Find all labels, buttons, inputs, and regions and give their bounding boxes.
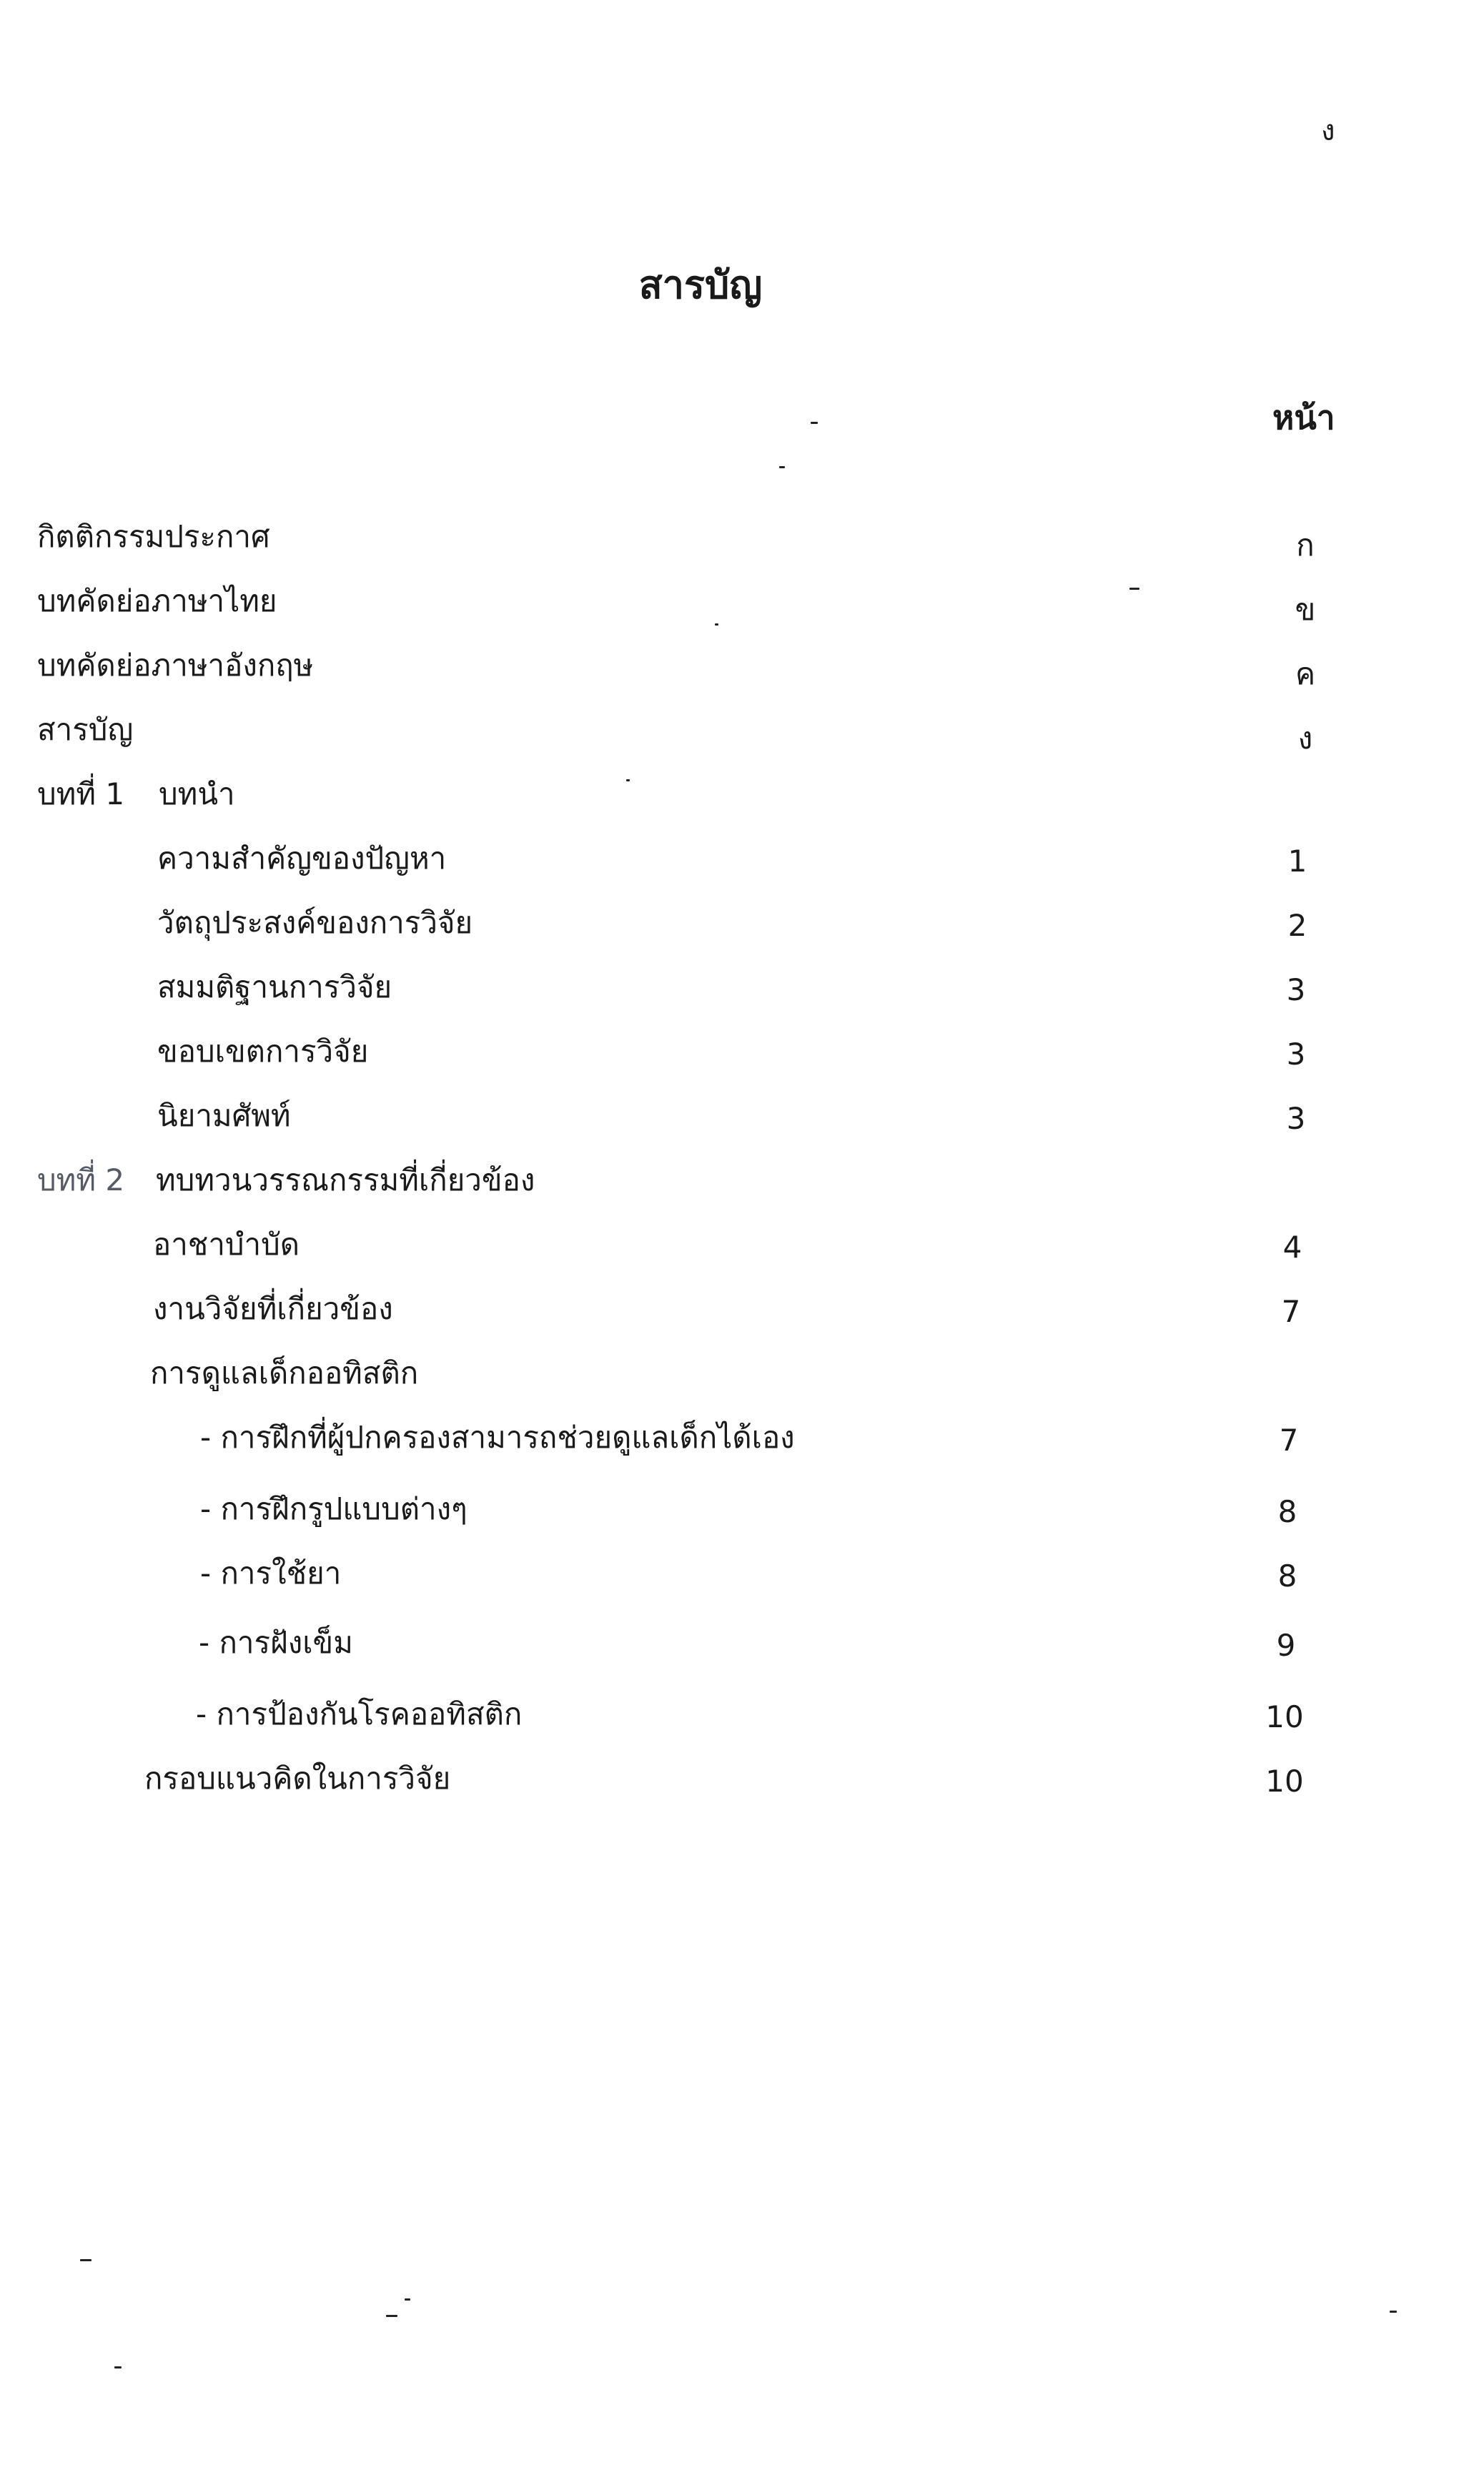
- toc-entry-page: 2: [1287, 908, 1307, 943]
- toc-subentry-label: - การฝังเข็ม: [199, 1625, 353, 1660]
- toc-entry-page: ข: [1295, 592, 1316, 627]
- page-title: สารบัญ: [638, 262, 763, 307]
- toc-row: [0, 513, 1484, 563]
- scan-speck: [114, 2366, 122, 2368]
- toc-entry-label: การดูแลเด็กออทิสติก: [150, 1355, 419, 1390]
- toc-entry-label: บทคัดย่อภาษาอังกฤษ: [37, 648, 314, 683]
- page-column-header: หน้า: [1272, 398, 1335, 437]
- toc-entry-label: ขอบเขตการวิจัย: [157, 1034, 369, 1069]
- scan-speck: [80, 2259, 91, 2261]
- toc-entry-label: ความสำคัญของปัญหา: [157, 841, 447, 876]
- toc-entry-label: งานวิจัยที่เกี่ยวข้อง: [153, 1291, 393, 1326]
- toc-entry-page: ก: [1296, 528, 1315, 563]
- scan-speck: [405, 2298, 410, 2301]
- toc-entry-page: 9: [1276, 1628, 1296, 1663]
- toc-row: [0, 1350, 1484, 1400]
- toc-chapter-number: บทที่ 2: [37, 1162, 125, 1197]
- toc-entry-page: ง: [1297, 721, 1313, 756]
- toc-entry-label: นิยามศัพท์: [157, 1098, 291, 1133]
- scan-speck: [626, 779, 630, 781]
- toc-subentry-label: - การใช้ยา: [200, 1556, 342, 1591]
- toc-subitem-row: [0, 1619, 1484, 1669]
- toc-entry-label: กรอบแนวคิดในการวิจัย: [144, 1761, 451, 1796]
- toc-entry-label: อาชาบำบัด: [153, 1227, 300, 1262]
- toc-entry-page: 8: [1277, 1494, 1297, 1529]
- toc-row: [0, 835, 1484, 885]
- toc-entry-label: กิตติกรรมประกาศ: [37, 519, 270, 554]
- toc-row: [0, 1028, 1484, 1078]
- scan-speck: [715, 623, 718, 626]
- toc-entry-page: 3: [1286, 972, 1306, 1007]
- toc-entry-page: 10: [1265, 1764, 1304, 1799]
- toc-row: [0, 1092, 1484, 1142]
- toc-entry-page: 7: [1281, 1294, 1301, 1329]
- toc-subentry-label: - การฝึกรูปแบบต่างๆ: [200, 1491, 468, 1526]
- toc-entry-page: 4: [1282, 1230, 1302, 1265]
- toc-entry-page: 3: [1286, 1037, 1306, 1072]
- toc-subentry-label: - การป้องกันโรคออทิสติก: [196, 1696, 523, 1732]
- toc-entry-page: 10: [1265, 1699, 1304, 1734]
- toc-entry-label: สมมติฐานการวิจัย: [157, 969, 392, 1004]
- toc-entry-page: 3: [1286, 1101, 1306, 1136]
- toc-subitem-row: [0, 1414, 1484, 1464]
- toc-chapter-title: บทนำ: [159, 776, 235, 811]
- toc-subentry-label: - การฝึกที่ผู้ปกครองสามารถช่วยดูแลเด็กได้เอง: [200, 1420, 795, 1455]
- toc-subitem-row: [0, 1550, 1484, 1600]
- toc-entry-page: 1: [1287, 844, 1307, 879]
- toc-subitem-row: [0, 1691, 1484, 1741]
- toc-row: [0, 642, 1484, 692]
- toc-row: [0, 578, 1484, 628]
- toc-row: [0, 964, 1484, 1014]
- toc-chapter-number: บทที่ 1: [37, 776, 125, 811]
- scan-speck: [1390, 2311, 1397, 2313]
- toc-entry-label: วัตถุประสงค์ของการวิจัย: [157, 905, 473, 940]
- toc-row: [0, 706, 1484, 756]
- toc-entry-label: บทคัดย่อภาษาไทย: [37, 583, 277, 618]
- scan-speck: [811, 422, 818, 424]
- toc-row: [0, 1755, 1484, 1805]
- toc-entry-label: สารบัญ: [37, 712, 134, 747]
- scan-speck: [386, 2315, 397, 2317]
- toc-subitem-row: [0, 1486, 1484, 1536]
- scan-speck: [779, 466, 785, 468]
- toc-chapter-title: ทบทวนวรรณกรรมที่เกี่ยวข้อง: [156, 1162, 535, 1197]
- toc-row: [0, 1221, 1484, 1271]
- toc-entry-page: ค: [1295, 656, 1316, 691]
- page-number: ง: [1321, 114, 1335, 147]
- scan-speck: [1129, 588, 1139, 590]
- toc-row: [0, 899, 1484, 949]
- toc-chapter-row: [0, 1157, 1484, 1207]
- toc-entry-page: 7: [1279, 1423, 1299, 1458]
- toc-entry-page: 8: [1277, 1558, 1297, 1594]
- toc-chapter-row: [0, 771, 1484, 821]
- toc-row: [0, 1285, 1484, 1335]
